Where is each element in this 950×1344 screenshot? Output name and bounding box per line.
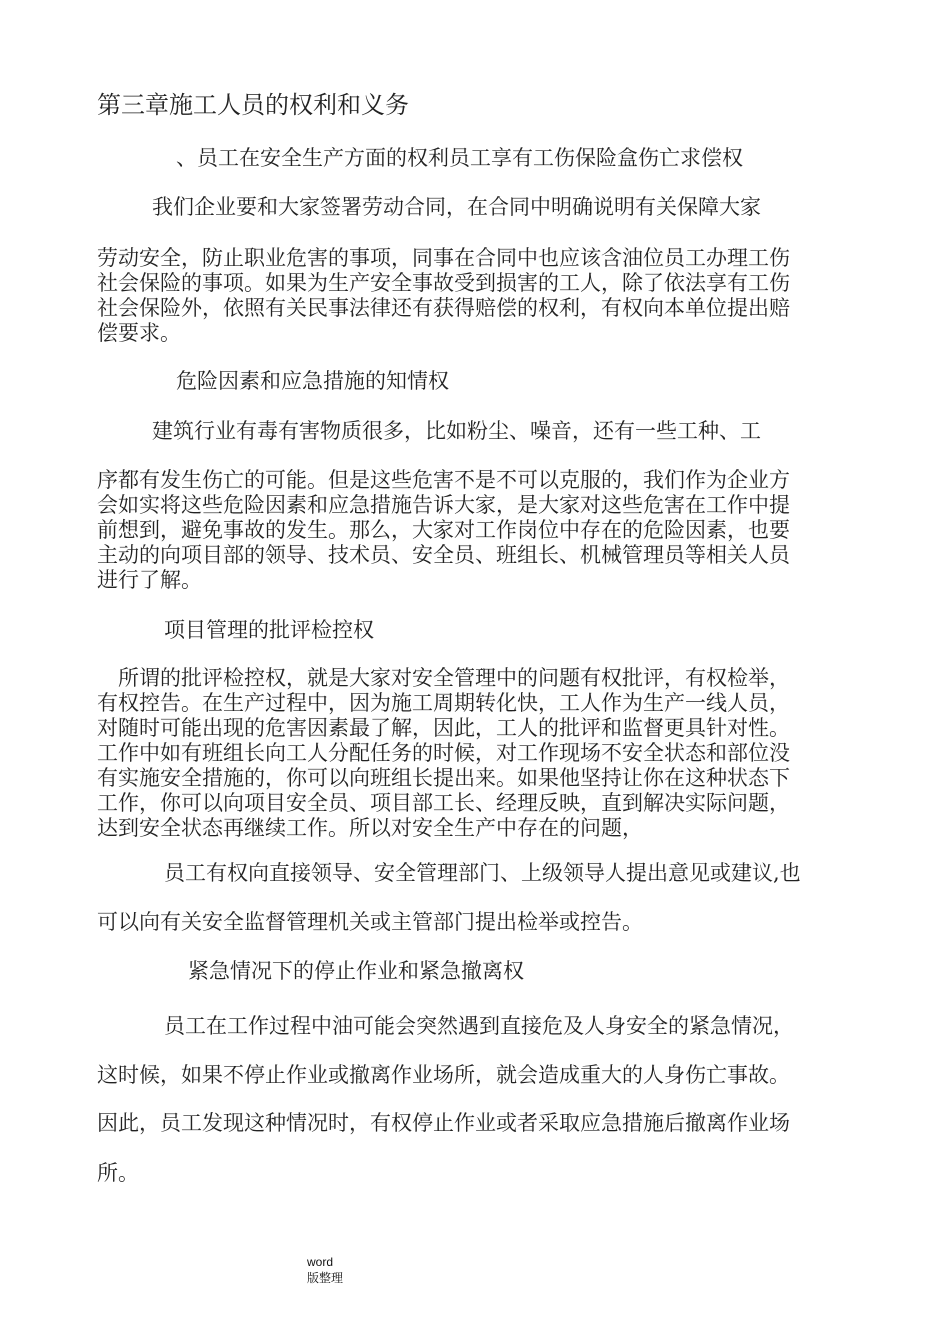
paragraph-line: 进行了解。: [97, 568, 202, 592]
section-heading: 紧急情况下的停止作业和紧急撤离权: [188, 959, 524, 983]
section-heading: 危险因素和应急措施的知情权: [176, 369, 449, 393]
footer-line-word: word: [307, 1255, 334, 1269]
paragraph-line: 会如实将这些危险因素和应急措施告诉大家，是大家对这些危害在工作中提: [97, 493, 790, 517]
paragraph-line: 劳动安全，防止职业危害的事项，同事在合同中也应该含油位员工办理工伤: [97, 246, 790, 270]
paragraph-line: 所。: [97, 1161, 139, 1185]
paragraph-line: 因此，员工发现这种情况时，有权停止作业或者采取应急措施后撤离作业场: [97, 1111, 790, 1135]
paragraph-line: 达到安全状态再继续工作。所以对安全生产中存在的问题，: [97, 816, 643, 840]
paragraph-line: 社会保险外，依照有关民事法律还有获得赔偿的权利，有权向本单位提出赔: [97, 296, 790, 320]
paragraph-line: 所谓的批评检控权，就是大家对安全管理中的问题有权批评，有权检举，: [118, 666, 790, 690]
paragraph-line: 工作中如有班组长向工人分配任务的时候，对工作现场不安全状态和部位没: [97, 741, 790, 765]
footer-line-edition: 版整理: [307, 1271, 344, 1285]
paragraph-line: 前想到，避免事故的发生。那么，大家对工作岗位中存在的危险因素，也要: [97, 518, 790, 542]
page-footer: [307, 1254, 343, 1286]
paragraph-line: 员工在工作过程中油可能会突然遇到直接危及人身安全的紧急情况，: [164, 1014, 794, 1038]
paragraph-line: 社会保险的事项。如果为生产安全事故受到损害的工人，除了依法享有工伤: [97, 271, 790, 295]
paragraph-line: 工作，你可以向项目安全员、项目部工长、经理反映，直到解决实际问题，: [97, 791, 790, 815]
paragraph-line: 主动的向项目部的领导、技术员、安全员、班组长、机械管理员等相关人员: [97, 543, 790, 567]
chapter-title: 第三章施工人员的权利和义务: [97, 91, 409, 119]
paragraph-line: 有实施安全措施的，你可以向班组长提出来。如果他坚持让你在这种状态下: [97, 766, 790, 790]
paragraph-line: 建筑行业有毒有害物质很多，比如粉尘、噪音，还有一些工种、工: [152, 419, 761, 443]
paragraph-line: 有权控告。在生产过程中，因为施工周期转化快，工人作为生产一线人员，: [97, 691, 790, 715]
section-heading: 项目管理的批评检控权: [164, 618, 374, 642]
paragraph-line: 对随时可能出现的危害因素最了解，因此，工人的批评和监督更具针对性。: [97, 716, 790, 740]
paragraph-line: 员工有权向直接领导、安全管理部门、上级领导人提出意见或建议,也: [164, 861, 801, 885]
section-heading: 、员工在安全生产方面的权利员工享有工伤保险盒伤亡求偿权: [176, 146, 743, 170]
paragraph-line: 偿要求。: [97, 321, 181, 345]
paragraph-line: 我们企业要和大家签署劳动合同，在合同中明确说明有关保障大家: [152, 195, 761, 219]
paragraph-line: 这时候，如果不停止作业或撤离作业场所，就会造成重大的人身伤亡事故。: [97, 1063, 790, 1087]
paragraph-line: 可以向有关安全监督管理机关或主管部门提出检举或控告。: [97, 910, 643, 934]
paragraph-line: 序都有发生伤亡的可能。但是这些危害不是不可以克服的，我们作为企业方: [97, 468, 790, 492]
